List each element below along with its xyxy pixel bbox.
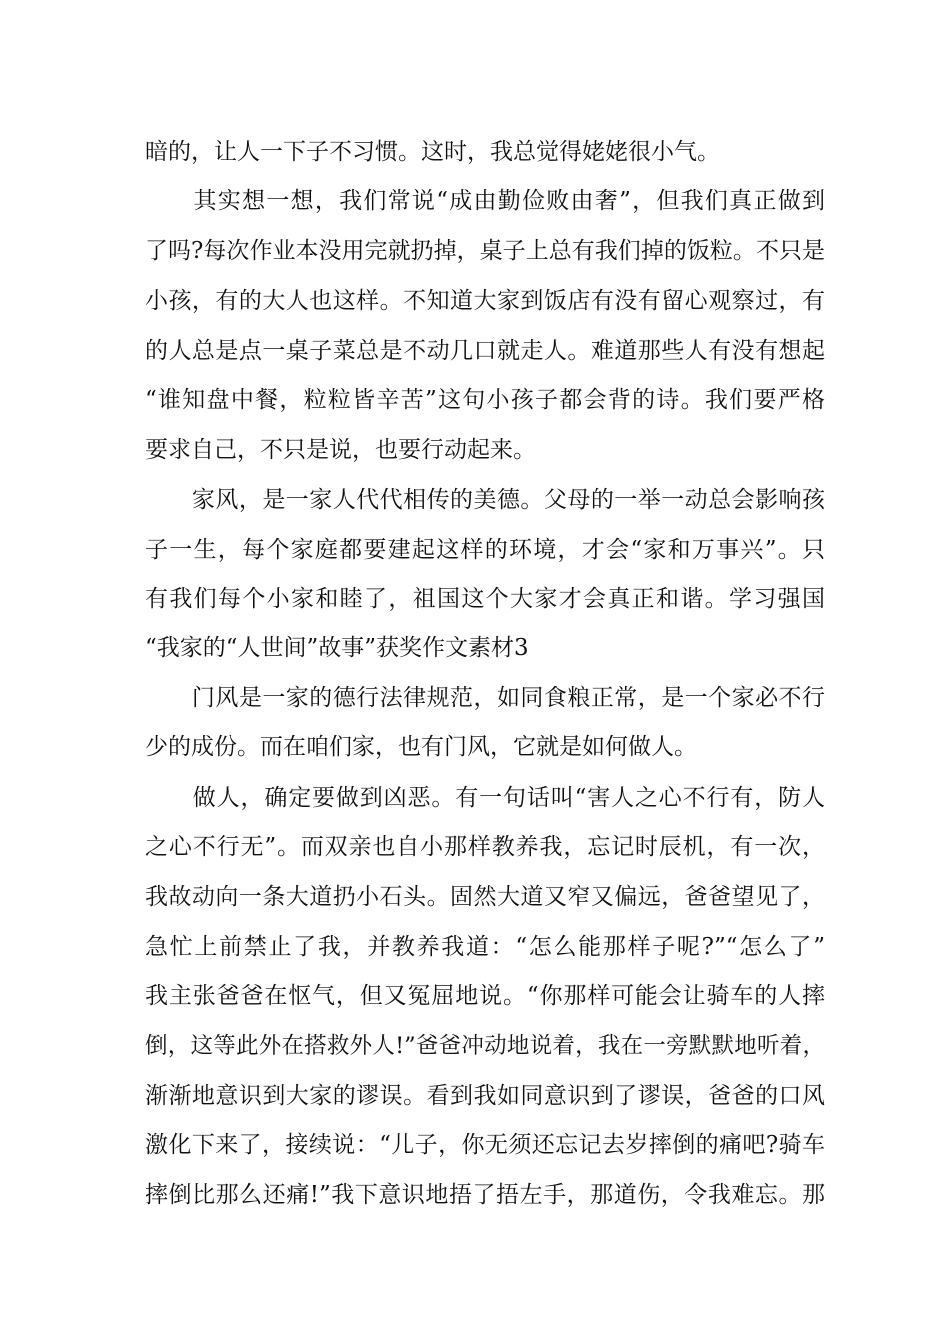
text-line: 渐渐地意识到大家的谬误。看到我如同意识到了谬误，爸爸的口风 <box>145 1083 825 1109</box>
text-line: 有我们每个小家和睦了，祖国这个大家才会真正和谐。学习强国 <box>145 586 825 612</box>
text-line: 之心不行无”。而双亲也自小那样教养我，忘记时辰机，有一次， <box>145 834 825 860</box>
text-line: “谁知盘中餐，粒粒皆辛苦”这句小孩子都会背的诗。我们要严格 <box>145 387 825 413</box>
text-line: 子一生，每个家庭都要建起这样的环境，才会“家和万事兴”。只 <box>145 537 825 563</box>
text-line: 激化下来了，接续说：“儿子，你无须还忘记去岁摔倒的痛吧?骑车 <box>145 1132 825 1158</box>
heading-line: “我家的“人世间”故事”获奖作文素材3 <box>145 635 529 661</box>
text-line: 倒，这等此外在搭救外人!”爸爸冲动地说着，我在一旁默默地听着， <box>145 1033 825 1059</box>
text-line: 做人，确定要做到凶恶。有一句话叫“害人之心不行有，防人 <box>145 785 825 811</box>
text-line: 门风是一家的德行法律规范，如同食粮正常，是一个家必不行 <box>145 685 825 711</box>
text-line: 我主张爸爸在怄气，但又冤屈地说。“你那样可能会让骑车的人摔 <box>145 983 825 1009</box>
text-line: 小孩，有的大人也这样。不知道大家到饭店有没有留心观察过，有 <box>145 288 825 314</box>
text-line: 其实想一想，我们常说“成由勤俭败由奢”，但我们真正做到 <box>145 188 825 214</box>
text-line: 暗的，让人一下子不习惯。这时，我总觉得姥姥很小气。 <box>145 139 720 165</box>
text-line: 了吗?每次作业本没用完就扔掉，桌子上总有我们掉的饭粒。不只是 <box>145 238 825 264</box>
text-line: 要求自己，不只是说，也要行动起来。 <box>145 437 536 463</box>
text-line: 家风，是一家人代代相传的美德。父母的一举一动总会影响孩 <box>145 487 825 513</box>
text-line: 急忙上前禁止了我，并教养我道：“怎么能那样子呢?”“怎么了” <box>145 934 825 960</box>
text-line: 的人总是点一桌子菜总是不动几口就走人。难道那些人有没有想起 <box>145 338 825 364</box>
text-line: 摔倒比那么还痛!”我下意识地捂了捂左手，那道伤，令我难忘。那 <box>145 1182 825 1208</box>
text-line: 我故动向一条大道扔小石头。固然大道又窄又偏远，爸爸望见了， <box>145 884 825 910</box>
text-line: 少的成份。而在咱们家，也有门风，它就是如何做人。 <box>145 734 697 760</box>
